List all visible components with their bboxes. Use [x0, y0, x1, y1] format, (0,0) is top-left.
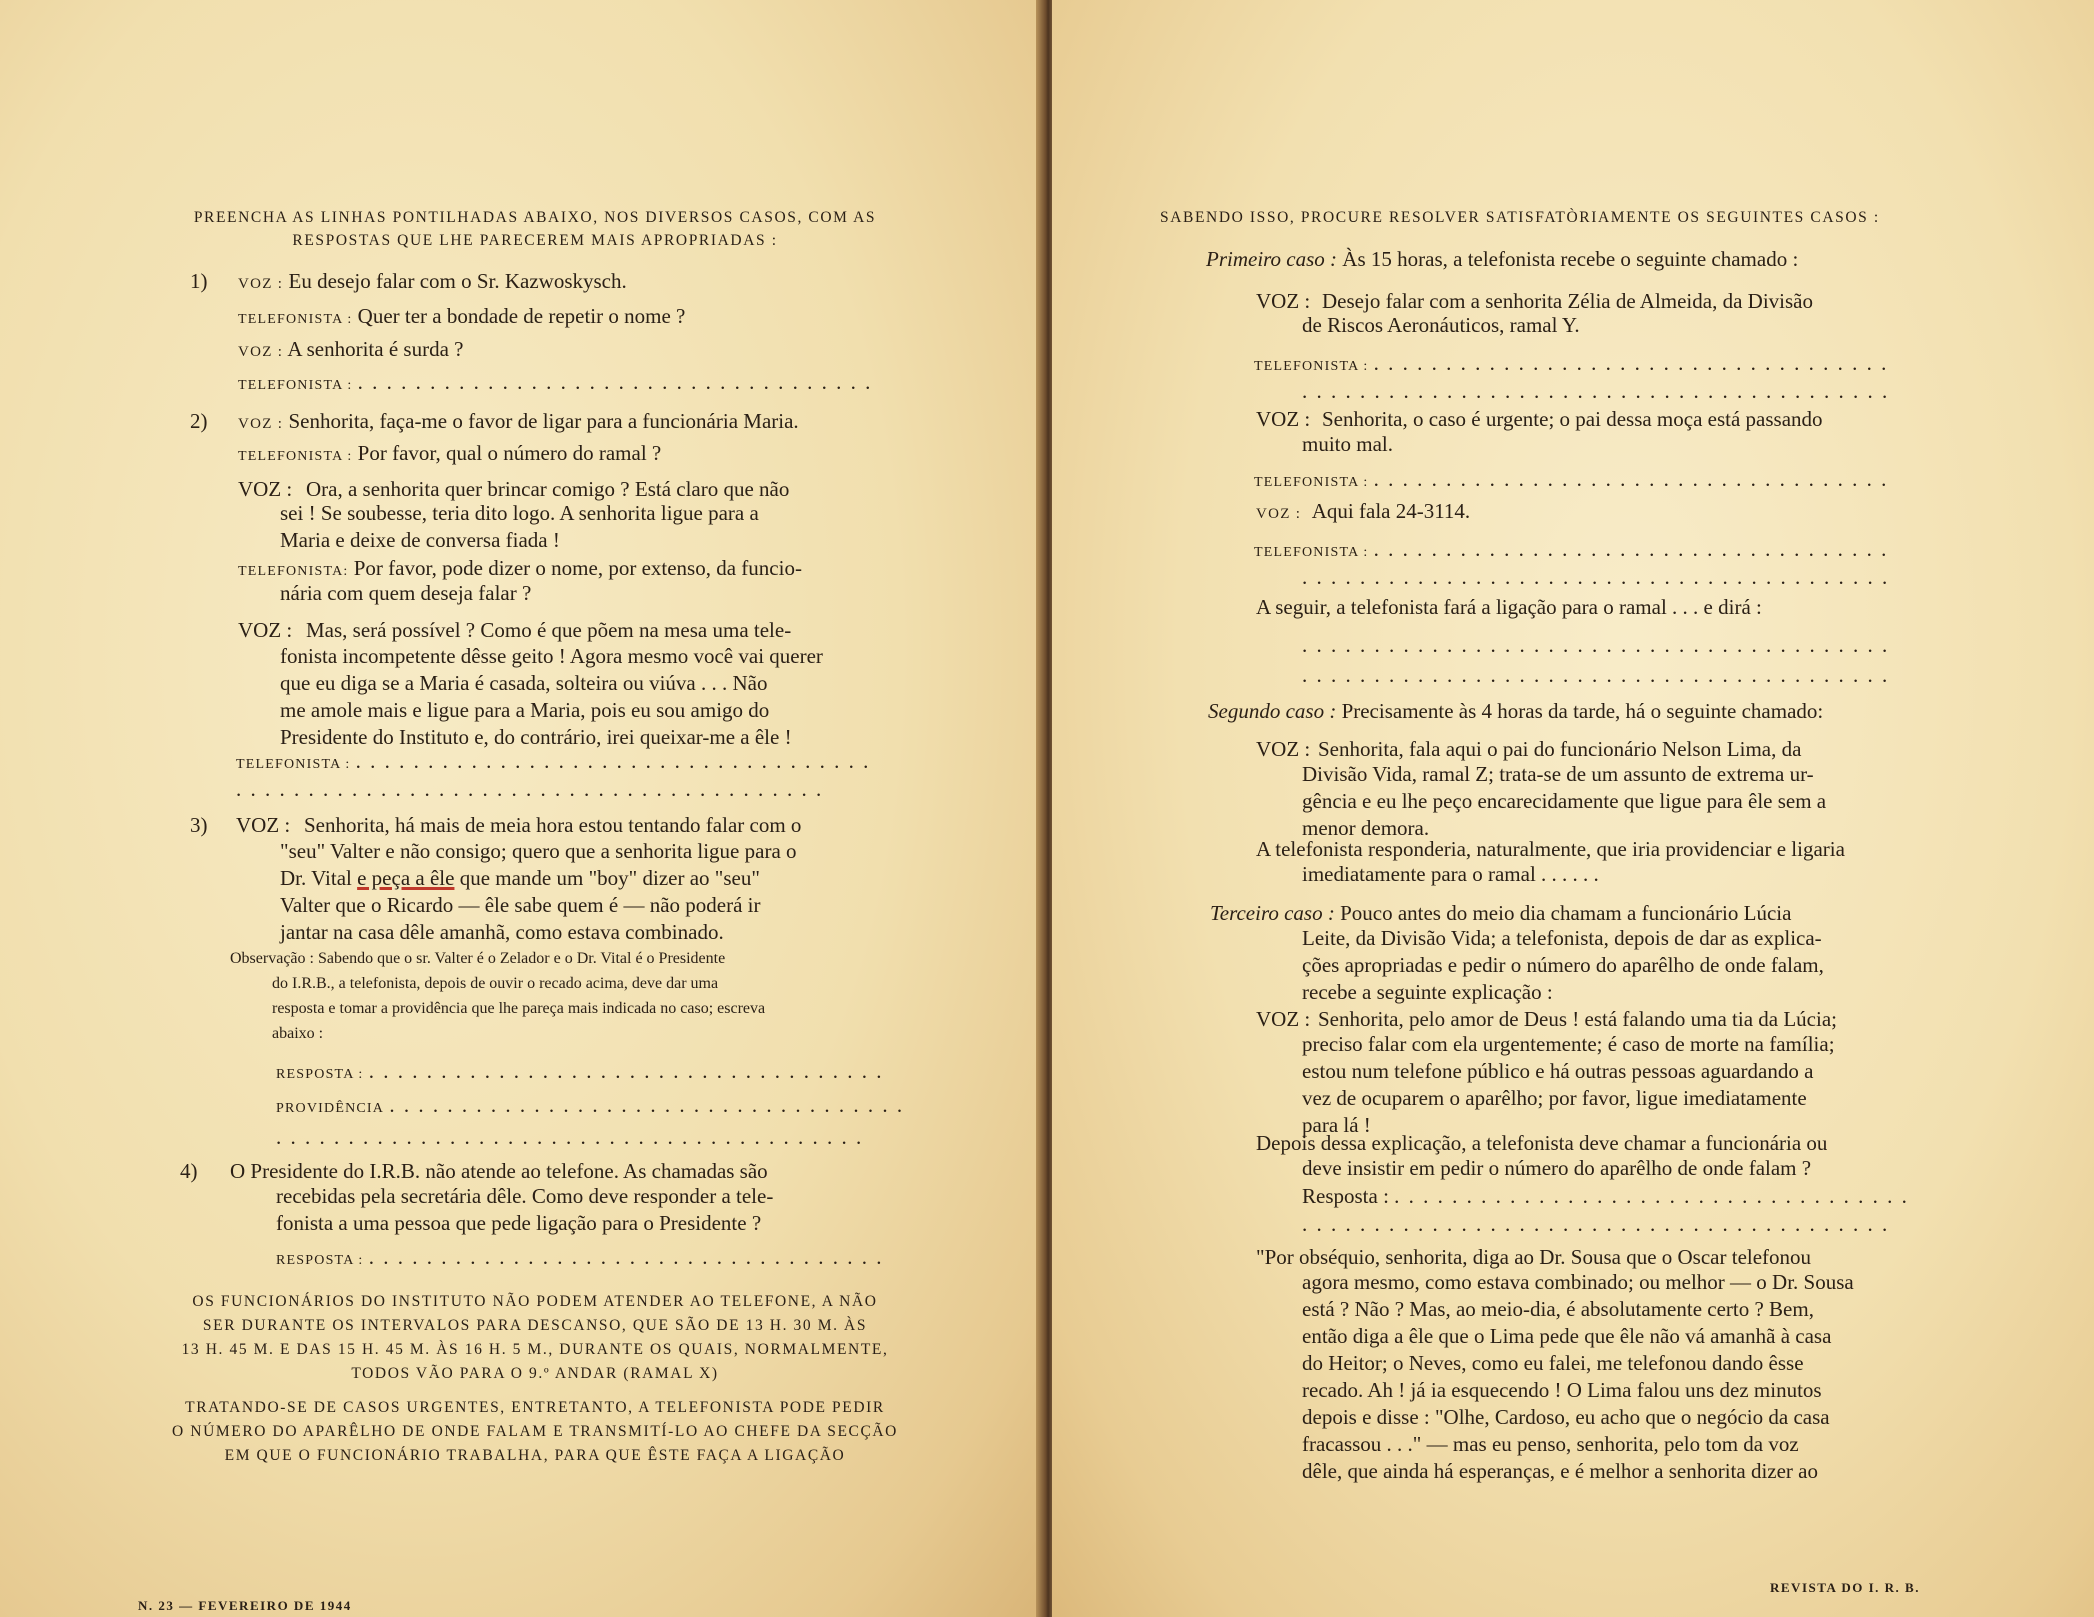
q1-telefonista-line: TELEFONISTA : Quer ter a bondade de repetir o nome ? — [238, 304, 686, 328]
left-header-line: RESPOSTAS QUE LHE PARECEREM MAIS APROPRIADAS : — [292, 232, 778, 249]
right-footer: REVISTA DO I. R. B. — [1770, 1580, 1920, 1595]
q3-observation: Observação : Sabendo que o sr. Valter é o Zelador e o Dr. Vital é o Presidente — [230, 950, 726, 967]
caso3-voz-line1: Senhorita, pelo amor de Deus ! está falando uma tia da Lúcia; — [1318, 1007, 1837, 1031]
q2-voz3-rest: fonista incompetente dêsse geito ! Agora mesmo você vai querer que eu diga se a Maria é casada, solteira ou viúva . . . Não me amole mais e ligue para a Maria, pois eu sou amigo do Presidente do Instituto e, do contrário, irei queixar-me a êle ! — [280, 644, 823, 749]
question-3-number: 3) — [190, 813, 208, 837]
caso2-intro: Segundo caso : Precisamente às 4 horas da tarde, há o seguinte chamado: — [1208, 699, 1824, 723]
caso2-voz-label: VOZ : — [1256, 737, 1311, 761]
q2-voz-label-3: VOZ : — [238, 618, 293, 642]
caso3-question-cont: deve insistir em pedir o número do aparêlho de onde falam ? — [1302, 1156, 1812, 1180]
q2-answer-line-2[interactable]: . . . . . . . . . . . . . . . . . . . . . . . . . . . . . . . . . . . . . . . . . — [236, 777, 824, 801]
right-page — [1052, 0, 2094, 1617]
question-2-number: 2) — [190, 409, 208, 433]
caso1-voz-text: Desejo falar com a senhorita Zélia de Almeida, da Divisão — [1322, 289, 1813, 313]
caso2-voz-body: Divisão Vida, ramal Z; trata-se de um assunto de extrema ur- gência e eu lhe peço encarecidamente que ligue para êle sem a menor demora. — [1302, 762, 1827, 840]
caso1-voz2-label: VOZ : — [1256, 407, 1311, 431]
caso3-voz-body: preciso falar com ela urgentemente; é caso de morte na família; estou num telefone público e há outras pessoas aguardando a vez de ocuparem o aparêlho; por favor, ligue imediatamente para lá ! — [1302, 1032, 1835, 1137]
q2-telefonista-cont: nária com quem deseja falar ? — [280, 581, 532, 605]
q2-voz-line: VOZ : Senhorita, faça-me o favor de ligar para a funcionária Maria. — [238, 409, 799, 433]
caso3-resposta-line-2[interactable]: . . . . . . . . . . . . . . . . . . . . . . . . . . . . . . . . . . . . . . . . . — [1302, 1212, 1890, 1236]
caso1-voz-label: VOZ : — [1256, 289, 1311, 313]
caso1-seguir: A seguir, a telefonista fará a ligação para o ramal . . . e dirá : — [1256, 595, 1762, 619]
q2-voz-label: VOZ : — [238, 477, 293, 501]
red-underlined-phrase: e peça a êle — [357, 866, 455, 890]
q3-observation-cont: do I.R.B., a telefonista, depois de ouvir o recado acima, deve dar uma resposta e tomar a providência que lhe pareça mais indicada no caso; escreva abaixo : — [272, 975, 766, 1042]
caso3-voz-label: VOZ : — [1256, 1007, 1311, 1031]
caso1-dir-line-2[interactable]: . . . . . . . . . . . . . . . . . . . . . . . . . . . . . . . . . . . . . . . . . — [1302, 663, 1890, 687]
caso2-response: A telefonista responderia, naturalmente, que iria providenciar e ligaria — [1256, 837, 1845, 861]
q2-voz-text-cont: sei ! Se soubesse, teria dito logo. A senhorita ligue para a Maria e deixe de conversa fiada ! — [280, 501, 759, 552]
caso1-voz2-line2: muito mal. — [1302, 432, 1393, 456]
q3-providencia-line-2[interactable]: . . . . . . . . . . . . . . . . . . . . . . . . . . . . . . . . . . . . . . . . . — [276, 1125, 864, 1149]
caso1-voz2-line1: Senhorita, o caso é urgente; o pai dessa moça está passando — [1322, 407, 1823, 431]
q4-line1: O Presidente do I.R.B. não atende ao telefone. As chamadas são — [230, 1159, 768, 1183]
q1-voz-line: VOZ : Eu desejo falar com o Sr. Kazwoskysch. — [238, 269, 627, 293]
caso2-response-cont: imediatamente para o ramal . . . . . . — [1302, 862, 1599, 886]
notice-urgent: TRATANDO-SE DE CASOS URGENTES, ENTRETANTO, A TELEFONISTA PODE PEDIR O NÚMERO DO APARÊLHO DE ONDE FALAM E TRANSMITÍ-LO AO CHEFE DA SECÇÃO EM QUE O FUNCIONÁRIO TRABALHA, PARA QUE ÊSTE FAÇA A LIGAÇÃO — [172, 1399, 898, 1464]
caso1-voz3-line: VOZ : Aqui fala 24-3114. — [1256, 499, 1471, 523]
caso1-answer-line-2[interactable]: . . . . . . . . . . . . . . . . . . . . . . . . . . . . . . . . . . . . . . . . . — [1302, 379, 1890, 403]
left-footer: N. 23 — FEVEREIRO DE 1944 — [138, 1598, 352, 1613]
caso3-intro-cont: Leite, da Divisão Vida; a telefonista, depois de dar as explica- ções apropriadas e pedir o número do aparêlho de onde falam, recebe a seguinte explicação : — [1302, 926, 1824, 1004]
quote-body: agora mesmo, como estava combinado; ou melhor — o Dr. Sousa está ? Não ? Mas, ao meio-dia, é absolutamente certo ? Bem, então diga a êle que o Lima pede que êle não vá amanhã à casa do Heitor; o Neves, como eu falei, me telefonou dando êsse recado. Ah ! já ia esquecendo ! O Lima falou uns dez minutos depois e disse : "Olhe, Cardoso, eu acho que o negócio da casa fracassou . . ." — mas eu penso, senhorita, pelo tom da voz dêle, que ainda há esperanças, e é melhor a senhorita dizer ao — [1302, 1270, 1854, 1483]
left-header-line: PREENCHA AS LINHAS PONTILHADAS ABAIXO, NOS DIVERSOS CASOS, COM AS — [193, 209, 877, 226]
q2-telefonista-line: TELEFONISTA : Por favor, qual o número do ramal ? — [238, 441, 662, 465]
q2-voz3-line1: Mas, será possível ? Como é que põem na mesa uma tele- — [306, 618, 792, 642]
caso1-answer-line[interactable]: TELEFONISTA : . . . . . . . . . . . . . . . . . . . . . . . . . . . . . . . . . . . . — [1254, 351, 1889, 375]
right-header: SABENDO ISSO, PROCURE RESOLVER SATISFATÒRIAMENTE OS SEGUINTES CASOS : — [1160, 209, 1880, 226]
caso1-answer-line-5[interactable]: . . . . . . . . . . . . . . . . . . . . . . . . . . . . . . . . . . . . . . . . . — [1302, 565, 1890, 589]
q1-answer-line[interactable]: TELEFONISTA : . . . . . . . . . . . . . . . . . . . . . . . . . . . . . . . . . . . . — [238, 370, 873, 394]
caso1-dir-line-1[interactable]: . . . . . . . . . . . . . . . . . . . . . . . . . . . . . . . . . . . . . . . . . — [1302, 633, 1890, 657]
caso1-answer-line-4[interactable]: TELEFONISTA : . . . . . . . . . . . . . . . . . . . . . . . . . . . . . . . . . . . . — [1254, 537, 1889, 561]
q1-voz-line-2: VOZ : A senhorita é surda ? — [238, 337, 464, 361]
question-4-number: 4) — [180, 1159, 198, 1183]
caso1-intro: Primeiro caso : Às 15 horas, a telefonista recebe o seguinte chamado : — [1206, 247, 1799, 271]
q3-voz-label: VOZ : — [236, 813, 291, 837]
q2-answer-line[interactable]: TELEFONISTA : . . . . . . . . . . . . . . . . . . . . . . . . . . . . . . . . . . . . — [236, 749, 871, 773]
q3-line1: Senhorita, há mais de meia hora estou tentando falar com o — [304, 813, 802, 837]
q4-body: recebidas pela secretária dêle. Como deve responder a tele- fonista a uma pessoa que pede ligação para o Presidente ? — [276, 1184, 774, 1235]
caso1-answer-line-3[interactable]: TELEFONISTA : . . . . . . . . . . . . . . . . . . . . . . . . . . . . . . . . . . . . — [1254, 467, 1889, 491]
left-header — [140, 206, 930, 252]
question-1-number: 1) — [190, 269, 208, 293]
caso3-intro: Terceiro caso : Pouco antes do meio dia chamam a funcionário Lúcia — [1210, 901, 1792, 925]
left-page — [0, 0, 1040, 1617]
quote-line1: "Por obséquio, senhorita, diga ao Dr. Sousa que o Oscar telefonou — [1256, 1245, 1812, 1269]
q4-resposta-line[interactable]: RESPOSTA : . . . . . . . . . . . . . . . . . . . . . . . . . . . . . . . . . . . . — [276, 1245, 884, 1269]
caso1-voz-text-cont: de Riscos Aeronáuticos, ramal Y. — [1302, 313, 1580, 337]
notice-breaks: OS FUNCIONÁRIOS DO INSTITUTO NÃO PODEM ATENDER AO TELEFONE, A NÃO SER DURANTE OS INTERVALOS PARA DESCANSO, QUE SÃO DE 13 H. 30 M. ÀS 13 H. 45 M. E DAS 15 H. 45 M. ÀS 16 H. 5 M., DURANTE OS QUAIS, NORMALMENTE, TODOS VÃO PARA O 9.º ANDAR (RAMAL X) — [181, 1293, 889, 1382]
q2-telefonista-line-2: TELEFONISTA: Por favor, pode dizer o nome, por extenso, da funcio- — [238, 556, 802, 580]
q3-body: "seu" Valter e não consigo; quero que a senhorita ligue para o Dr. Vital e peça a êle que mande um "boy" dizer ao "seu" Valter que o Ricardo — êle sabe quem é — não poderá ir jantar na casa dêle amanhã, como estava combinado. — [280, 839, 797, 944]
caso3-question: Depois dessa explicação, a telefonista deve chamar a funcionária ou — [1256, 1131, 1828, 1155]
q2-voz-text: Ora, a senhorita quer brincar comigo ? Está claro que não — [306, 477, 790, 501]
q3-resposta-line[interactable]: RESPOSTA : . . . . . . . . . . . . . . . . . . . . . . . . . . . . . . . . . . . . — [276, 1059, 884, 1083]
caso2-voz-line1: Senhorita, fala aqui o pai do funcionário Nelson Lima, da — [1318, 737, 1802, 761]
q3-providencia-line[interactable]: PROVIDÊNCIA . . . . . . . . . . . . . . . . . . . . . . . . . . . . . . . . . . . . — [276, 1093, 905, 1117]
caso3-resposta-line[interactable]: Resposta : . . . . . . . . . . . . . . . . . . . . . . . . . . . . . . . . . . . . — [1302, 1184, 1909, 1208]
